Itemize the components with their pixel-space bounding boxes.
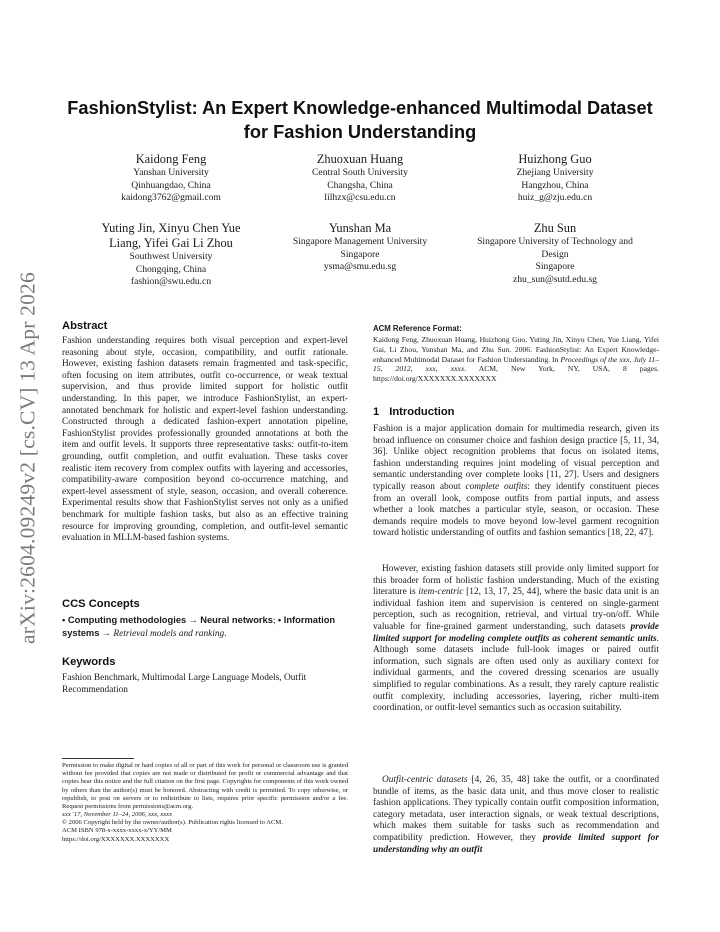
intro-p3-emph: Outfit-centric datasets [382,775,468,785]
author-affiliation: Singapore Management University [292,236,428,247]
ccs-neural: Neural networks [200,615,273,625]
author-email: lilhzx@csu.edu.cn [324,192,396,203]
author-location: Chongqing, China [135,263,207,275]
ccs-text [62,615,348,640]
intro-p2-bold: provide limited support for modeling complete outfits as coherent semantic units [373,621,659,644]
isbn-line: ACM ISBN 978-x-xxxx-xxxx-x/YY/MM [62,827,172,835]
acm-ref-venue: Proceedings of the xxx, July 11–15, 2012, xxx, xxxx. [373,354,659,374]
author-email: zhu_sun@sutd.edu.sg [513,273,597,285]
acm-reference-text [373,335,659,384]
ccs-heading: CCS Concepts [62,598,140,610]
ccs-computing: • Computing methodologies [62,615,187,625]
author-block-3 [462,152,648,205]
author-email: kaidong3762@gmail.com [121,192,221,203]
author-block-2 [275,152,445,205]
intro-p1-text: Fashion is a major application domain for multimedia research, given its broad influence on consumer choice and fashion design practice [5, 11, 34, 36]. Unlike object recognition problems that focus on isolated items, fashion understanding requires joint modeling of visual perception and semantic understanding over complete looks [11, 27]. Users and designers typically reason about [373,424,659,492]
abstract-text: Fashion understanding requires both visual perception and expert-level reasoning about style, occasion, compatibility, and outfit rationale. However, existing fashion datasets remain fragmented and task-specific, often focusing on item attributes, outfit co-occurrence, or weak textual supervision, and thus provide limited support for holistic outfit understanding. In this paper, we introduce FashionStylist, an expert-annotated benchmark for holistic and expert-level fashion understanding. Constructed through a dedicated fashion-expert annotation pipeline, FashionStylist provides professionally grounded annotations at both the item and outfit levels. It supports three representative tasks: outfit-to-item grounding, outfit completion, and outfit evaluation. These tasks cover realistic item recovery from complex outfits with layering and accessories, compatibility-aware composition beyond co-occurrence matching, and expert-level assessment of style, season, occasion, and overall coherence. Experimental results show that FashionStylist serves not only as a unified benchmark for multiple fashion tasks, but also as an effective training resource for improving grounding, completion, and outfit-level semantic evaluation in MLLM-based fashion systems. [62,336,348,544]
introduction-heading [373,406,454,418]
arxiv-stamp [8,258,48,658]
footnote-rule [62,758,134,759]
abstract-heading: Abstract [62,320,108,332]
ccs-arrow: → [186,616,201,626]
author-location: Singapore [535,261,575,272]
author-location: Changsha, China [327,179,393,191]
doi-line: https://doi.org/XXXXXXX.XXXXXXX [62,835,170,843]
ccs-end: . [224,628,227,639]
acm-ref-citation: Kaidong Feng, Zhuoxuan Huang, Huizhong Guo, Yuting Jin, Xinyu Chen, Yue Liang, Yifei Gai, Li Zhou, Yunshan Ma, and Zhu Sun. 2006. FashionStylist: An Expert Knowledge-enhanced Multimodal Dataset for Fashion Understanding. In [373,335,659,364]
author-name: Kaidong Feng [135,152,207,166]
intro-p2-text: However, existing fashion datasets still provide only limited support for this broader form of holistic fashion understanding. Much of the existing literature is [373,564,659,598]
author-affiliation: Central South University [312,167,408,178]
paper-title: FashionStylist: An Expert Knowledge-enhanced Multimodal Dataset for Fashion Understanding [67,98,653,142]
author-name: Yunshan Ma [328,221,392,235]
author-block-4 [96,221,246,289]
author-block-5 [272,221,448,274]
author-email: fashion@swu.edu.cn [130,276,212,287]
author-email: huiz_g@zju.edu.cn [517,192,593,203]
copyright-line: © 2006 Copyright held by the owner/author(s). Publication rights licensed to ACM. [62,819,283,827]
intro-paragraph-3 [373,775,659,856]
intro-p2-emph: item-centric [418,587,464,598]
section-title: Introduction [389,406,455,418]
intro-paragraph-1 [373,424,659,540]
permission-notice: Permission to make digital or hard copies of all or part of this work for personal or classroom use is granted without fee provided that copies are not made or distributed for profit or commercial advantage and that copies bear this notice and the full citation on the first page. Copyrights for components of this work owned by others than the author(s) must be honored. Abstracting with credit is permitted. To copy otherwise, or republish, to post on servers or to redistribute to lists, requires prior specific permission and/or a fee. Request permissions from permissions@acm.org. [62,762,348,811]
intro-p1-text-cont: : they identify constituent pieces from an overall look, compose outfits from partial inputs, and assess whether a look matches a particular style, season, or occasion. These demands require models to move beyond low-level garment recognition toward holistic understanding of outfits and fashion semantics [18, 22, 47]. [373,481,659,539]
author-affiliation: Southwest University [129,251,213,262]
author-affiliation: Yanshan University [133,167,209,178]
keywords-heading: Keywords [62,656,116,668]
author-affiliation: Singapore University of Technology and Design [477,236,633,260]
ccs-arrow: → [99,628,114,639]
intro-p3-bold: provide limited support for understanding why an outfit [373,832,659,855]
conference-line: xxx '17, November 11–24, 2006, xxx, xxxx [62,811,173,818]
intro-p3-text: [4, 26, 35, 48] take the outfit, or a coordinated bundle of items, as the basic data unit, and thus move closer to realistic fashion applications. They typically contain outfit composition information, category metadata, user interaction signals, or weak textual descriptions, which makes them suitable for tasks such as recommendation and compatibility prediction. However, they [373,775,659,843]
intro-p1-emph: complete outfits [465,481,528,492]
author-name: Zhu Sun [533,221,577,235]
intro-p2-text-end: . Although some datasets include full-look images or paired outfit information, such signals are often used only as auxiliary context for individual garments, and the covered dressing scenarios are usually simplified to regular combinations. As a result, they rarely capture realistic outfit complexity, including accessories, layering, richer multi-item coordination, or outfit-level semantics such as occasion suitability. [373,633,659,714]
ccs-retrieval: Retrieval models and ranking [113,628,225,639]
intro-p2-text-cont: [12, 13, 17, 25, 44], where the basic data unit is an individual fashion item and supervision is centered on single-garment perception, such as recognition, retrieval, and virtual try-on/off. While valuable for fine-grained garment understanding, such datasets [373,587,659,632]
author-location: Qinhuangdao, China [131,179,211,191]
author-block-1 [86,152,256,205]
section-number: 1 [373,406,380,418]
author-name: Huizhong Guo [518,152,592,166]
conference-info [62,811,348,844]
author-block-6 [462,221,648,286]
author-name: Zhuoxuan Huang [316,152,404,166]
acm-reference-heading: ACM Reference Format: [373,324,462,333]
acm-ref-publisher: ACM, New York, NY, USA, 8 pages. https://doi.org/XXXXXXX.XXXXXXX [373,364,659,384]
author-name: Yuting Jin, Xinyu Chen Yue Liang, Yifei Gai Li Zhou [101,221,241,250]
author-email: ysma@smu.edu.sg [323,261,397,272]
arxiv-stamp-text: arXiv:2604.09249v2 [cs.CV] 13 Apr 2026 [15,272,40,644]
ccs-sep: ; [272,616,278,626]
ccs-infosys: • Information systems [62,615,336,638]
author-location: Hangzhou, China [521,179,589,191]
keywords-text: Fashion Benchmark, Multimodal Large Language Models, Outfit Recommendation [62,673,307,695]
author-location: Singapore [340,248,380,260]
intro-paragraph-2 [373,564,659,715]
author-affiliation: Zhejiang University [516,167,594,178]
